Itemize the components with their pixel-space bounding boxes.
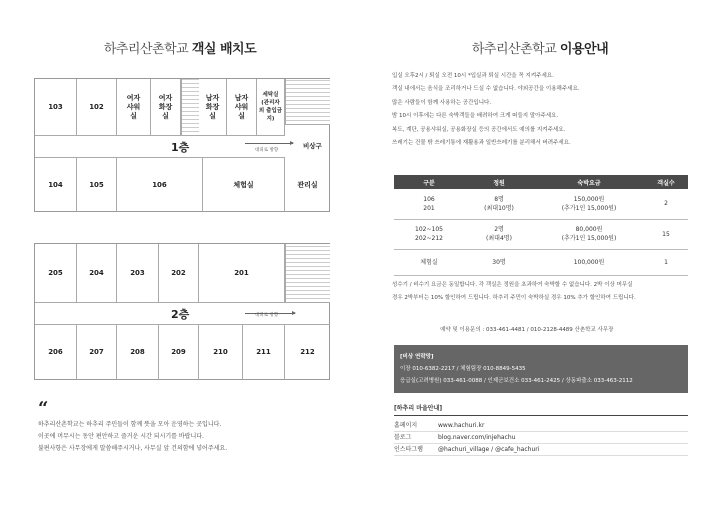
cell-rooms: 2 <box>644 189 688 219</box>
cell-rooms: 15 <box>644 219 688 249</box>
house-rules <box>392 70 692 150</box>
cell-price: 150,000원 (추가1인 15,000원) <box>534 189 644 219</box>
title-main: 객실 배치도 <box>191 42 257 57</box>
exit-label: 비상구 <box>303 142 322 150</box>
room-laundry: 세탁실 (관리자 외 출입금지) <box>257 79 285 135</box>
floor2-label: 2층 <box>171 308 190 321</box>
cell-type: 체험실 <box>394 249 464 275</box>
quote-line: 하추리산촌학교는 하추리 주민들이 함께 뜻을 모아 운영하는 곳입니다. <box>38 421 222 428</box>
quote-line: 이곳에 머무시는 동안 편안하고 즐거운 시간 되시기를 바랍니다. <box>38 433 204 440</box>
cell-price: 100,000원 <box>534 249 644 275</box>
room-102: 102 <box>77 79 117 135</box>
evac-direction-2f: 대피로 방향 <box>255 313 279 318</box>
stairs-2f <box>285 244 330 302</box>
floor1-plan <box>34 78 330 212</box>
room-209: 209 <box>159 325 199 380</box>
room-208: 208 <box>117 325 159 380</box>
room-men-toilet: 남자 화장실 <box>199 79 227 135</box>
rule-line: 입실 오후2시 / 퇴실 오전 10시 *입실과 퇴실 시간을 꼭 지켜주세요. <box>392 73 554 79</box>
room-204: 204 <box>77 244 117 302</box>
floor2-plan <box>34 243 330 380</box>
room-women-toilet: 여자 화장실 <box>151 79 181 135</box>
note-line: 성수기 / 비수기 요금은 동일합니다. 각 객실은 정원을 초과하여 숙박할 수 없습니다. 2박 이상 머무실 <box>392 282 633 288</box>
info-label: 인스타그램 <box>394 446 423 453</box>
stairs-1f <box>181 79 199 135</box>
room-206: 206 <box>35 325 77 380</box>
rule-line: 쓰레기는 건물 밖 쓰레기통에 재활용과 일반쓰레기를 분리해서 버려주세요. <box>392 140 571 147</box>
room-women-shower: 여자 샤워실 <box>117 79 151 135</box>
welcome-message <box>38 419 338 455</box>
title-main: 이용안내 <box>559 42 609 57</box>
rate-table <box>394 175 688 276</box>
rule-line: 많은 사람들이 함께 사용하는 공간입니다. <box>392 99 492 106</box>
table-row <box>394 249 688 275</box>
cell-price: 80,000원 (추가1인 15,000원) <box>534 219 644 249</box>
floorplan-title <box>0 38 360 57</box>
title-prefix: 하추리산촌학교 <box>103 42 189 57</box>
info-row <box>394 420 688 432</box>
rule-line: 복도, 계단, 공용샤워실, 공용화장실 등의 공간에서도 예의를 지켜주세요. <box>392 126 566 133</box>
note-line: 경우 2박부터는 10% 할인하여 드립니다. 하추리 주민이 숙박하실 경우 10% 추가 할인하여 드립니다. <box>392 295 636 302</box>
cell-capacity: 30명 <box>464 249 534 275</box>
room-experience: 체험실 <box>203 158 285 212</box>
cell-type: 106 201 <box>394 189 464 219</box>
village-heading: [하추리 마을안내] <box>394 403 688 416</box>
evac-direction-1f: 대피로 방향 <box>255 148 279 153</box>
room-106: 106 <box>117 158 203 212</box>
room-office: 관리실 <box>297 180 318 189</box>
rule-line: 밤 10시 이후에는 다른 숙박객들을 배려하여 크게 떠들지 말아주세요. <box>392 113 559 120</box>
title-prefix: 하추리산촌학교 <box>471 42 557 57</box>
info-label: 블로그 <box>394 434 412 441</box>
emergency-line: 이장 010-6382-2217 / 체험팀장 010-8849-5435 <box>400 366 526 372</box>
cell-capacity: 2명 (최대4명) <box>464 219 534 249</box>
guide-title <box>360 38 720 57</box>
room-104: 104 <box>35 158 77 212</box>
emergency-heading: [비상 연락망] <box>400 354 434 360</box>
cell-type: 102~105 202~212 <box>394 219 464 249</box>
quote-line: 불편사항은 사무장에게 말씀해주시거나, 사무실 앞 건의함에 넣어주세요. <box>38 445 228 452</box>
village-info <box>394 403 688 456</box>
cell-capacity: 8명 (최대10명) <box>464 189 534 219</box>
quote-mark: “ <box>38 398 49 419</box>
room-205: 205 <box>35 244 77 302</box>
table-row <box>394 219 688 249</box>
blog-link[interactable]: blog.naver.com/injehachu <box>438 434 516 441</box>
header-type: 구분 <box>394 175 464 189</box>
room-210: 210 <box>199 325 243 380</box>
emergency-contacts <box>394 345 688 393</box>
header-price: 숙박요금 <box>534 175 644 189</box>
cell-rooms: 1 <box>644 249 688 275</box>
info-row <box>394 444 688 456</box>
info-label: 홈페이지 <box>394 422 418 429</box>
room-201: 201 <box>199 244 285 302</box>
homepage-link[interactable]: www.hachuri.kr <box>438 422 485 429</box>
stairs-1f-right <box>285 79 330 125</box>
room-men-shower: 남자 샤워실 <box>227 79 257 135</box>
right-page <box>360 0 720 509</box>
table-row <box>394 189 688 219</box>
pricing-notes <box>392 279 692 306</box>
room-203: 203 <box>117 244 159 302</box>
header-capacity: 정원 <box>464 175 534 189</box>
room-202: 202 <box>159 244 199 302</box>
room-103: 103 <box>35 79 77 135</box>
contact-info: 예약 및 이용문의 : 033-461-4481 / 010-2128-4489 산촌학교 사무장 <box>440 327 614 333</box>
evac-arrow-1f <box>245 143 293 144</box>
info-row <box>394 432 688 444</box>
emergency-line: 응급실(고려병원) 033-461-0088 / 인제군보건소 033-461-2425 / 상동파출소 033-463-2112 <box>400 378 633 384</box>
floor1-label: 1층 <box>171 141 190 154</box>
header-rooms: 객실수 <box>644 175 688 189</box>
rule-line: 객실 내에서는 음식을 조리하거나 드실 수 없습니다. 야외공간을 이용해주세요. <box>392 86 580 93</box>
room-105: 105 <box>77 158 117 212</box>
room-211: 211 <box>243 325 285 380</box>
room-212: 212 <box>300 348 315 356</box>
room-207: 207 <box>77 325 117 380</box>
instagram-link[interactable]: @hachuri_village / @cafe_hachuri <box>438 446 540 453</box>
